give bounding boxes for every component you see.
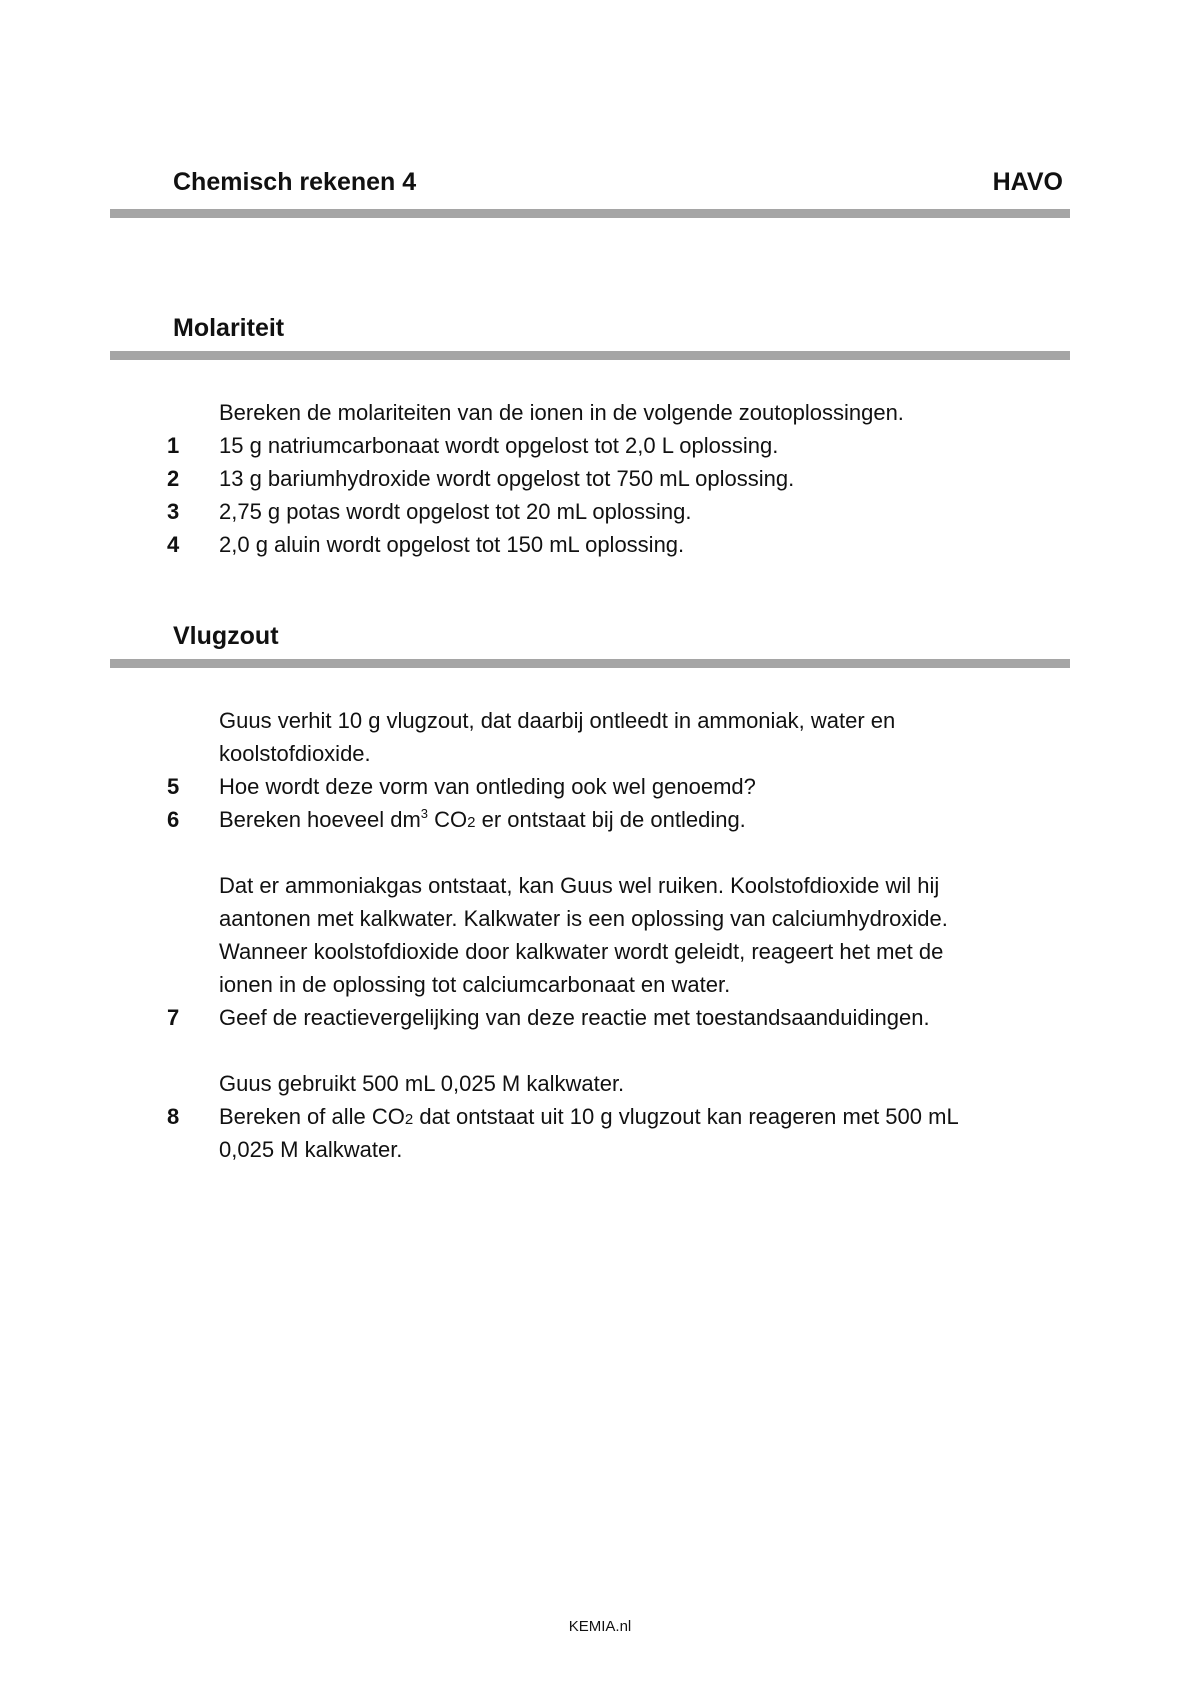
question-number: 8 <box>167 1104 180 1129</box>
section-title-molariteit: Molariteit <box>173 314 285 342</box>
paragraph-line: ionen in de oplossing tot calciumcarbonaat en water. <box>219 972 731 997</box>
intro-line: Bereken de molariteiten van de ionen in de volgende zoutoplossingen. <box>219 400 904 425</box>
paragraph-line: Dat er ammoniakgas ontstaat, kan Guus wel ruiken. Koolstofdioxide wil hij <box>219 873 940 898</box>
section-molariteit-content <box>167 396 1057 561</box>
question-1 <box>167 429 1057 462</box>
question-text: 13 g bariumhydroxide wordt opgelost tot 750 mL oplossing. <box>219 466 795 491</box>
note-line: Guus gebruikt 500 mL 0,025 M kalkwater. <box>219 1071 625 1096</box>
paragraph-line: aantonen met kalkwater. Kalkwater is een oplossing van calciumhydroxide. <box>219 906 948 931</box>
superscript: 3 <box>420 806 429 821</box>
question-8 <box>167 1100 1057 1133</box>
question-number: 6 <box>167 807 180 832</box>
question-text: Bereken of alle CO2 dat ontstaat uit 10 g vlugzout kan reageren met 500 mL <box>219 1104 959 1129</box>
page-title: Chemisch rekenen 4 <box>173 168 417 196</box>
question-text: Bereken hoeveel $dm^3$ CO2 er ontstaat bij de ontleding. <box>219 806 746 832</box>
question-number: 4 <box>167 532 180 557</box>
question-text: 15 g natriumcarbonaat wordt opgelost tot 2,0 L oplossing. <box>219 433 779 458</box>
section-divider <box>110 351 1070 360</box>
question-text: 2,0 g aluin wordt opgelost tot 150 mL oplossing. <box>219 532 685 557</box>
section-divider <box>110 659 1070 668</box>
section-title-vlugzout: Vlugzout <box>173 622 279 650</box>
question-8-continued: 0,025 M kalkwater. <box>219 1137 403 1162</box>
question-5 <box>167 770 1057 803</box>
question-number: 5 <box>167 774 180 799</box>
question-7 <box>167 1001 1057 1034</box>
question-3 <box>167 495 1057 528</box>
question-text: Geef de reactievergelijking van deze reactie met toestandsaanduidingen. <box>219 1005 930 1030</box>
level-label: HAVO <box>992 168 1063 196</box>
footer-source: KEMIA.nl <box>568 1618 632 1635</box>
question-4 <box>167 528 1057 561</box>
question-6 <box>167 803 1057 836</box>
section-vlugzout-content <box>167 704 1057 1166</box>
question-number: 1 <box>167 433 180 458</box>
question-text: Hoe wordt deze vorm van ontleding ook wel genoemd? <box>219 774 756 799</box>
header-divider <box>110 209 1070 218</box>
question-2 <box>167 462 1057 495</box>
page-header <box>173 168 1063 197</box>
intro-line: Guus verhit 10 g vlugzout, dat daarbij ontleedt in ammoniak, water en <box>219 708 896 733</box>
question-number: 2 <box>167 466 180 491</box>
question-number: 7 <box>167 1005 180 1030</box>
question-number: 3 <box>167 499 180 524</box>
question-text: 2,75 g potas wordt opgelost tot 20 mL oplossing. <box>219 499 692 524</box>
paragraph-line: Wanneer koolstofdioxide door kalkwater wordt geleidt, reageert het met de <box>219 939 944 964</box>
intro-line: koolstofdioxide. <box>219 741 371 766</box>
